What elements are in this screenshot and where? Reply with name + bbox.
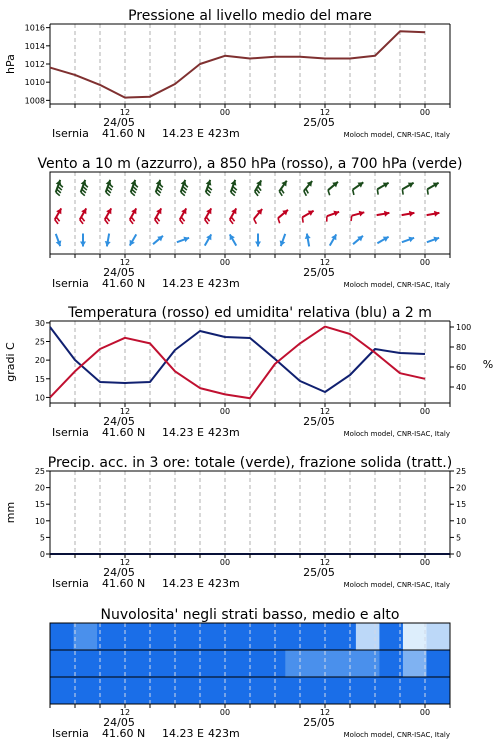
cloud-cell <box>403 677 427 705</box>
y-tick-label-right: 25 <box>456 467 467 476</box>
y-tick-label: 100 <box>456 323 472 332</box>
y-tick-label-right: 0 <box>456 550 462 559</box>
y-axis-label: hPa <box>4 54 17 74</box>
temperature-panel <box>4 305 493 439</box>
cloud-cell <box>50 650 74 678</box>
cloud-cell <box>332 677 356 705</box>
time-tick-label: 00 <box>219 108 231 117</box>
cloud-cell <box>262 650 286 678</box>
cloud-cell <box>50 623 74 651</box>
station-lon: 14.23 E <box>162 577 204 590</box>
date-label: 25/05 <box>303 716 335 729</box>
cloud-cell <box>215 650 239 678</box>
cloud-cell <box>262 677 286 705</box>
cloud-cell <box>168 623 192 651</box>
y-tick-label: 1014 <box>24 41 45 51</box>
wind-barb <box>302 217 303 222</box>
cloud-cell <box>74 677 98 705</box>
cloud-cell <box>191 677 215 705</box>
station-alt: 423m <box>208 277 240 290</box>
y-tick-label: 1012 <box>24 60 45 69</box>
y-tick-label: 80 <box>456 343 467 352</box>
time-tick-label: 12 <box>319 558 331 567</box>
cloud-cell <box>309 650 333 678</box>
cloud-cell <box>215 623 239 651</box>
cloud-cell <box>285 677 309 705</box>
y-tick-label: 25 <box>34 337 45 347</box>
cloud-cell <box>403 650 427 678</box>
y-tick-label: 30 <box>34 318 45 328</box>
cloud-cell <box>74 623 98 651</box>
station-lat: 41.60 N <box>102 727 146 740</box>
cloud-cell <box>309 623 333 651</box>
cloud-cell <box>191 650 215 678</box>
time-tick-label: 00 <box>419 407 431 416</box>
pressure-panel <box>4 8 450 140</box>
cloud-cell <box>121 650 145 678</box>
model-credit: Moloch model, CNR-ISAC, Italy <box>343 131 450 139</box>
cloud-cell <box>97 677 121 705</box>
y-tick-label: 5 <box>39 533 45 543</box>
date-label: 24/05 <box>103 415 135 428</box>
date-label: 24/05 <box>103 266 135 279</box>
station-lat: 41.60 N <box>102 277 146 290</box>
y-tick-label: 20 <box>34 483 45 493</box>
station-alt: 423m <box>208 426 240 439</box>
time-tick-label: 00 <box>419 258 431 267</box>
date-label: 24/05 <box>103 566 135 579</box>
precipitation-panel <box>4 455 466 590</box>
cloud-cell <box>144 623 168 651</box>
cloud-cell <box>332 623 356 651</box>
y-tick-label-right: 5 <box>456 533 462 543</box>
time-tick-label: 12 <box>319 258 331 267</box>
cloud-cell <box>121 677 145 705</box>
date-label: 25/05 <box>303 415 335 428</box>
station-name: Isernia <box>52 727 89 740</box>
cloud-cell <box>285 650 309 678</box>
panel-title: Pressione al livello medio del mare <box>128 8 372 24</box>
panel-title: Temperatura (rosso) ed umidita' relativa (blu) a 2 m <box>68 305 432 321</box>
cloud-cell <box>50 677 74 705</box>
model-credit: Moloch model, CNR-ISAC, Italy <box>343 581 450 589</box>
cloud-cell <box>426 677 450 705</box>
time-tick-label: 12 <box>319 708 331 717</box>
time-tick-label: 00 <box>219 407 231 416</box>
y-tick-label: 10 <box>34 393 45 403</box>
cloud-cell <box>144 650 168 678</box>
date-label: 24/05 <box>103 116 135 129</box>
time-tick-label: 12 <box>119 108 131 117</box>
cloud-cell <box>262 623 286 651</box>
y-tick-label: 15 <box>34 374 45 384</box>
time-tick-label: 00 <box>219 708 231 717</box>
station-lon: 14.23 E <box>162 426 204 439</box>
y-tick-label: 1016 <box>24 23 45 33</box>
cloud-cell <box>356 650 380 678</box>
cloud-cell <box>309 677 333 705</box>
time-tick-label: 12 <box>319 108 331 117</box>
date-label: 25/05 <box>303 566 335 579</box>
station-lat: 41.60 N <box>102 577 146 590</box>
y-tick-label: 15 <box>34 500 45 510</box>
station-lat: 41.60 N <box>102 426 146 439</box>
wind-barb <box>427 189 428 194</box>
cloud-cell <box>332 650 356 678</box>
model-credit: Moloch model, CNR-ISAC, Italy <box>343 731 450 739</box>
cloud-cell <box>426 623 450 651</box>
y-tick-label: 60 <box>456 363 467 372</box>
time-tick-label: 12 <box>119 407 131 416</box>
y-axis-label: mm <box>4 501 17 524</box>
date-label: 24/05 <box>103 716 135 729</box>
station-alt: 423m <box>208 127 240 140</box>
station-name: Isernia <box>52 127 89 140</box>
cloud-cell <box>97 623 121 651</box>
cloud-panel <box>50 607 451 740</box>
wind-barb <box>377 189 378 194</box>
y-tick-label: 1008 <box>24 96 45 106</box>
cloud-cell <box>144 677 168 705</box>
panel-title: Precip. acc. in 3 ore: totale (verde), frazione solida (tratt.) <box>47 455 453 471</box>
time-tick-label: 00 <box>419 108 431 117</box>
cloud-cell <box>426 650 450 678</box>
station-alt: 423m <box>208 577 240 590</box>
date-label: 25/05 <box>303 266 335 279</box>
plot-area <box>50 321 450 403</box>
y-axis-label: gradi C <box>4 342 17 382</box>
time-tick-label: 12 <box>119 558 131 567</box>
y-tick-label-right: 20 <box>456 483 467 493</box>
wind-panel <box>37 156 462 290</box>
cloud-cell <box>285 623 309 651</box>
wind-barb <box>402 189 403 194</box>
cloud-cell <box>356 623 380 651</box>
y-tick-label-right: 15 <box>456 500 467 510</box>
cloud-cell <box>191 623 215 651</box>
station-name: Isernia <box>52 577 89 590</box>
time-tick-label: 00 <box>219 558 231 567</box>
panel-title: Vento a 10 m (azzurro), a 850 hPa (rosso), a 700 hPa (verde) <box>37 156 463 172</box>
cloud-cell <box>74 650 98 678</box>
time-tick-label: 00 <box>219 258 231 267</box>
cloud-cell <box>97 650 121 678</box>
station-name: Isernia <box>52 426 89 439</box>
time-tick-label: 12 <box>119 258 131 267</box>
y-tick-label: 10 <box>34 516 45 526</box>
station-alt: 423m <box>208 727 240 740</box>
time-tick-label: 12 <box>119 708 131 717</box>
y-tick-label: 40 <box>456 383 467 392</box>
wind-barb <box>351 216 352 221</box>
cloud-cell <box>215 677 239 705</box>
cloud-cell <box>356 677 380 705</box>
model-credit: Moloch model, CNR-ISAC, Italy <box>343 430 450 438</box>
y-tick-label: 0 <box>39 550 45 559</box>
time-tick-label: 00 <box>419 558 431 567</box>
cloud-cell <box>168 677 192 705</box>
y-tick-label: 25 <box>34 467 45 476</box>
time-tick-label: 12 <box>319 407 331 416</box>
y-tick-label-right: 10 <box>456 516 467 526</box>
time-tick-label: 00 <box>419 708 431 717</box>
station-lon: 14.23 E <box>162 277 204 290</box>
cloud-cell <box>168 650 192 678</box>
cloud-cell <box>121 623 145 651</box>
cloud-cell <box>403 623 427 651</box>
y-tick-label: 20 <box>34 356 45 366</box>
plot-area <box>50 24 450 104</box>
station-lon: 14.23 E <box>162 727 204 740</box>
station-name: Isernia <box>52 277 89 290</box>
date-label: 25/05 <box>303 116 335 129</box>
station-lon: 14.23 E <box>162 127 204 140</box>
model-credit: Moloch model, CNR-ISAC, Italy <box>343 281 450 289</box>
station-lat: 41.60 N <box>102 127 146 140</box>
y-axis-label-right: % <box>482 358 494 371</box>
panel-title: Nuvolosita' negli strati basso, medio e alto <box>100 607 400 623</box>
y-tick-label: 1010 <box>24 78 45 88</box>
